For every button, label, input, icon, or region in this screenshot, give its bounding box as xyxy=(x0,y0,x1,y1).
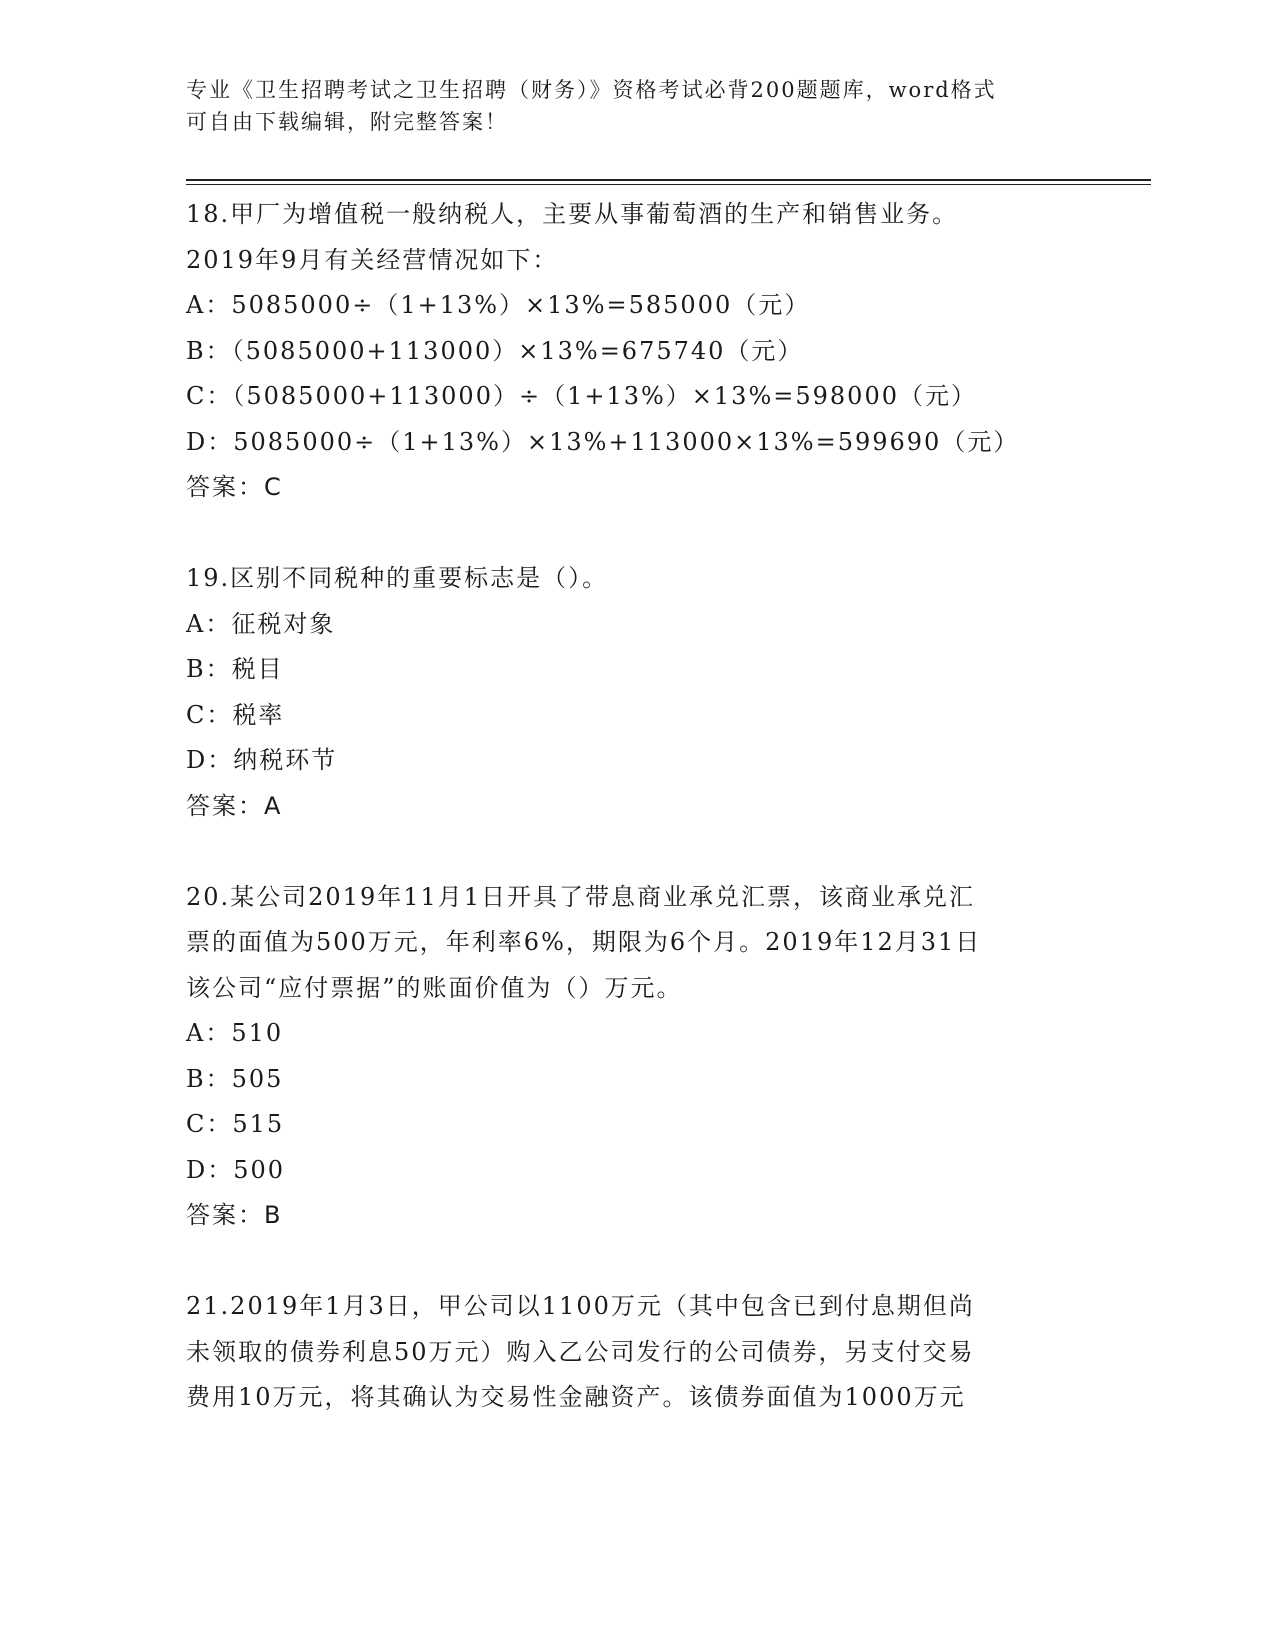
question-stem: 费用10万元，将其确认为交易性金融资产。该债券面值为1000万元 xyxy=(186,1383,966,1411)
option-d: D：5085000÷（1+13%）×13%+113000×13%=599690（元） xyxy=(186,427,1020,456)
answer: 答案：C xyxy=(186,473,283,501)
header-divider xyxy=(186,179,1151,181)
document-header xyxy=(186,74,1086,138)
option-b: B：（5085000+113000）×13%=675740（元） xyxy=(186,336,804,365)
question-stem: 该公司“应付票据”的账面价值为（）万元。 xyxy=(186,973,683,1002)
header-line: 可自由下载编辑，附完整答案！ xyxy=(186,110,508,134)
question-stem: 19.区别不同税种的重要标志是（）。 xyxy=(186,564,609,592)
question-block xyxy=(186,875,1086,1239)
option-c: C：515 xyxy=(186,1110,285,1138)
option-a: A：征税对象 xyxy=(186,609,336,638)
header-line: 专业《卫生招聘考试之卫生招聘（财务）》资格考试必背200题题库，word格式 xyxy=(186,78,997,102)
option-a: A：510 xyxy=(186,1019,284,1047)
spacer xyxy=(186,1239,1086,1285)
option-c: C：税率 xyxy=(186,700,285,729)
question-block xyxy=(186,192,1086,511)
question-block xyxy=(186,556,1086,829)
option-b: B：税目 xyxy=(186,655,284,683)
option-d: D：500 xyxy=(186,1155,286,1184)
question-stem: 18.甲厂为增值税一般纳税人，主要从事葡萄酒的生产和销售业务。 xyxy=(186,200,959,228)
spacer xyxy=(186,511,1086,557)
option-d: D：纳税环节 xyxy=(186,746,338,774)
question-stem: 21.2019年1月3日，甲公司以1100万元（其中包含已到付息期但尚 xyxy=(186,1292,975,1320)
header-divider-thin xyxy=(186,184,1151,185)
question-list xyxy=(186,192,1086,1421)
spacer xyxy=(186,829,1086,875)
option-c: C：（5085000+113000）÷（1+13%）×13%=598000（元） xyxy=(186,382,977,410)
question-stem: 票的面值为500万元，年利率6%，期限为6个月。2019年12月31日 xyxy=(186,928,982,956)
question-block xyxy=(186,1284,1086,1421)
answer: 答案：B xyxy=(186,1201,283,1229)
option-a: A：5085000÷（1+13%）×13%=585000（元） xyxy=(186,291,811,319)
question-stem: 2019年9月有关经营情况如下： xyxy=(186,245,559,274)
question-stem: 未领取的债券利息50万元）购入乙公司发行的公司债券，另支付交易 xyxy=(186,1337,975,1366)
question-stem: 20.某公司2019年11月1日开具了带息商业承兑汇票，该商业承兑汇 xyxy=(186,882,976,911)
option-b: B：505 xyxy=(186,1064,284,1093)
answer: 答案：A xyxy=(186,791,283,820)
